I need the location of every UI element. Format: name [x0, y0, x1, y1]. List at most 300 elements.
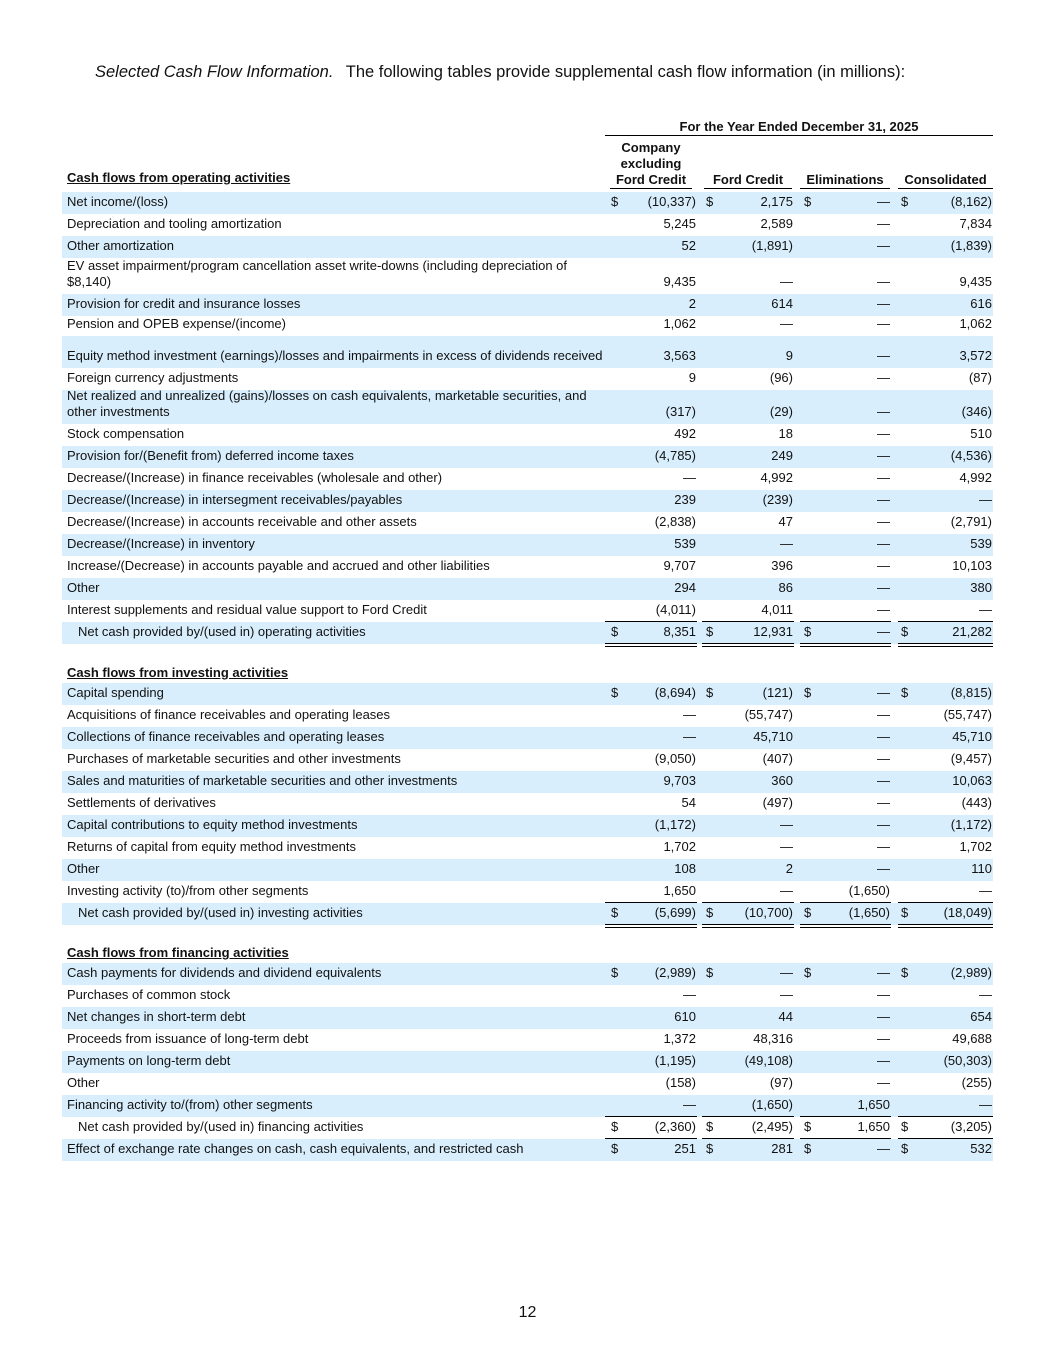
row-label: Net cash provided by/(used in) financing activities — [78, 1119, 364, 1134]
value-cell — [706, 795, 793, 811]
cell-value: — — [979, 987, 992, 1002]
value-cell — [901, 580, 992, 596]
cell-value: (2,495) — [751, 1119, 793, 1134]
cell-value: 1,372 — [663, 1031, 696, 1046]
currency-symbol: $ — [901, 905, 909, 920]
cell-value: — — [877, 1009, 890, 1024]
value-cell — [611, 238, 696, 254]
cell-value: 539 — [674, 536, 696, 551]
cell-value: — — [877, 558, 890, 573]
cell-value: 9,435 — [959, 274, 992, 289]
cell-value: (97) — [769, 1075, 793, 1090]
value-cell — [901, 1075, 992, 1091]
value-cell — [611, 348, 696, 364]
cell-value: 3,572 — [959, 348, 992, 363]
row-label: Other amortization — [67, 238, 174, 253]
cell-value: 86 — [778, 580, 793, 595]
table-row — [62, 793, 993, 815]
cell-value: (55,747) — [943, 707, 992, 722]
table-row — [62, 424, 993, 446]
cell-value: (1,195) — [654, 1053, 696, 1068]
value-cell — [706, 1053, 793, 1069]
cell-value: 48,316 — [753, 1031, 793, 1046]
currency-symbol: $ — [611, 1119, 619, 1134]
cell-value: — — [780, 883, 793, 898]
cell-value: 654 — [970, 1009, 992, 1024]
row-label: Decrease/(Increase) in finance receivables (wholesale and other) — [67, 470, 443, 485]
cell-value: 9,435 — [663, 274, 696, 289]
row-label: Capital contributions to equity method investments — [67, 817, 358, 832]
value-cell — [611, 426, 696, 442]
value-cell — [706, 987, 793, 1003]
cell-value: (1,172) — [654, 817, 696, 832]
row-label: Effect of exchange rate changes on cash, cash equivalents, and restricted cash — [67, 1141, 524, 1156]
cell-value: — — [780, 987, 793, 1002]
cell-value: — — [877, 426, 890, 441]
cell-value: 1,702 — [959, 839, 992, 854]
value-cell — [901, 558, 992, 574]
value-cell — [901, 1053, 992, 1069]
total-row — [62, 1117, 993, 1139]
value-cell — [804, 370, 890, 386]
value-cell — [611, 492, 696, 508]
cell-value: 1,650 — [857, 1097, 890, 1112]
cell-value: (1,172) — [950, 817, 992, 832]
value-cell — [901, 707, 992, 723]
cell-value: — — [877, 404, 890, 419]
row-label: Stock compensation — [67, 426, 185, 441]
table-row — [62, 600, 993, 622]
cell-value: 1,702 — [663, 839, 696, 854]
value-cell — [706, 965, 793, 981]
value-cell — [901, 370, 992, 386]
value-cell — [611, 558, 696, 574]
cell-value: 380 — [970, 580, 992, 595]
cell-value: — — [780, 839, 793, 854]
value-cell — [901, 773, 992, 789]
table-row — [62, 578, 993, 600]
cell-value: (3,205) — [950, 1119, 992, 1134]
value-cell — [901, 1009, 992, 1025]
value-cell — [706, 729, 793, 745]
column-header-eliminations: Eliminations — [800, 141, 890, 189]
value-cell — [611, 370, 696, 386]
cell-value: 7,834 — [959, 216, 992, 231]
row-label: Net income/(loss) — [67, 194, 169, 209]
value-cell — [901, 536, 992, 552]
table-row — [62, 368, 993, 390]
cell-value: — — [877, 216, 890, 231]
cell-value: — — [979, 1097, 992, 1112]
value-cell — [611, 883, 696, 899]
cell-value: (2,989) — [654, 965, 696, 980]
table-row — [62, 336, 993, 368]
value-cell — [901, 1119, 992, 1135]
cell-value: (158) — [665, 1075, 696, 1090]
value-cell — [611, 905, 696, 921]
currency-symbol: $ — [611, 624, 619, 639]
value-cell — [611, 1031, 696, 1047]
value-cell — [706, 1031, 793, 1047]
cell-value: — — [877, 296, 890, 311]
row-label: EV asset impairment/program cancellation asset write-downs (including depreciation of $8,140) — [67, 258, 568, 289]
cell-value: 44 — [778, 1009, 793, 1024]
intro-paragraph — [95, 63, 905, 82]
value-cell — [804, 404, 890, 420]
cell-value: 5,245 — [663, 216, 696, 231]
currency-symbol: $ — [901, 685, 909, 700]
value-cell — [901, 965, 992, 981]
cell-value: 3,563 — [663, 348, 696, 363]
table-row — [62, 490, 993, 512]
cell-value: — — [877, 729, 890, 744]
value-cell — [804, 905, 890, 921]
value-cell — [611, 1009, 696, 1025]
cell-value: — — [877, 470, 890, 485]
cell-value: (8,815) — [950, 685, 992, 700]
cell-value: 539 — [970, 536, 992, 551]
table-row — [62, 468, 993, 490]
currency-symbol: $ — [901, 1119, 909, 1134]
cell-value: — — [877, 795, 890, 810]
value-cell — [706, 558, 793, 574]
cell-value: 4,992 — [760, 470, 793, 485]
cell-value: (4,011) — [655, 602, 696, 617]
row-label: Acquisitions of finance receivables and operating leases — [67, 707, 391, 722]
value-cell — [611, 1119, 696, 1135]
table-row — [62, 294, 993, 316]
value-cell — [901, 274, 992, 290]
value-cell — [706, 426, 793, 442]
value-cell — [706, 492, 793, 508]
value-cell — [804, 1031, 890, 1047]
value-cell — [901, 729, 992, 745]
row-label: Other — [67, 580, 100, 595]
table-row — [62, 683, 993, 705]
cell-value: 2 — [688, 296, 696, 311]
cell-value: — — [877, 536, 890, 551]
cell-value: (443) — [961, 795, 992, 810]
cell-value: (10,700) — [744, 905, 793, 920]
cell-value: — — [877, 514, 890, 529]
cell-value: (49,108) — [744, 1053, 793, 1068]
table-row — [62, 512, 993, 534]
cell-value: — — [877, 370, 890, 385]
cell-value: (5,699) — [654, 905, 696, 920]
row-label: Investing activity (to)/from other segments — [67, 883, 309, 898]
row-label: Increase/(Decrease) in accounts payable and accrued and other liabilities — [67, 558, 490, 573]
value-cell — [706, 817, 793, 833]
cell-value: 1,650 — [857, 1119, 890, 1134]
row-label: Cash payments for dividends and dividend equivalents — [67, 965, 382, 980]
cell-value: (8,162) — [950, 194, 992, 209]
value-cell — [611, 580, 696, 596]
cell-value: 360 — [771, 773, 793, 788]
cell-value: — — [877, 965, 890, 980]
currency-symbol: $ — [804, 1119, 812, 1134]
cell-value: — — [877, 580, 890, 595]
row-label: Purchases of marketable securities and other investments — [67, 751, 401, 766]
cell-value: 49,688 — [952, 1031, 992, 1046]
cell-value: 9,707 — [663, 558, 696, 573]
table-row — [62, 236, 993, 258]
row-label: Sales and maturities of marketable securities and other investments — [67, 773, 458, 788]
table-row — [62, 815, 993, 837]
cell-value: — — [979, 602, 992, 617]
value-cell — [901, 1141, 992, 1157]
cell-value: (55,747) — [744, 707, 793, 722]
value-cell — [611, 274, 696, 290]
value-cell — [804, 839, 890, 855]
cell-value: 54 — [681, 795, 696, 810]
total-row — [62, 903, 993, 925]
table-row — [62, 1095, 993, 1117]
cell-value: — — [877, 817, 890, 832]
value-cell — [706, 1141, 793, 1157]
cell-value: 45,710 — [753, 729, 793, 744]
currency-symbol: $ — [901, 965, 909, 980]
table-row — [62, 749, 993, 771]
cell-value: — — [877, 1075, 890, 1090]
cell-value: — — [979, 492, 992, 507]
value-cell — [804, 1053, 890, 1069]
table-row — [62, 1051, 993, 1073]
column-header-ford-credit: Ford Credit — [704, 141, 792, 189]
value-cell — [706, 274, 793, 290]
value-cell — [706, 602, 793, 618]
cell-value: (346) — [961, 404, 992, 419]
cell-value: (9,050) — [654, 751, 696, 766]
table-row — [62, 214, 993, 236]
row-label: Provision for/(Benefit from) deferred income taxes — [67, 448, 354, 463]
value-cell — [804, 1009, 890, 1025]
value-cell — [901, 514, 992, 530]
cell-value: — — [877, 1053, 890, 1068]
value-cell — [901, 861, 992, 877]
value-cell — [611, 514, 696, 530]
row-label: Decrease/(Increase) in inventory — [67, 536, 255, 551]
cell-value: 281 — [771, 1141, 793, 1156]
cell-value: — — [683, 1097, 696, 1112]
value-cell — [901, 987, 992, 1003]
currency-symbol: $ — [706, 685, 714, 700]
value-cell — [804, 773, 890, 789]
intro-text: The following tables provide supplemental cash flow information (in millions): — [345, 63, 906, 81]
cell-value: (2,791) — [950, 514, 992, 529]
value-cell — [901, 1097, 992, 1113]
total-double-rule — [702, 924, 794, 928]
cell-value: (8,694) — [654, 685, 696, 700]
cell-value: (50,303) — [943, 1053, 992, 1068]
row-label: Decrease/(Increase) in intersegment receivables/payables — [67, 492, 403, 507]
value-cell — [706, 404, 793, 420]
currency-symbol: $ — [804, 624, 812, 639]
value-cell — [804, 624, 890, 640]
cell-value: 2 — [785, 861, 793, 876]
cell-value: 4,011 — [761, 602, 793, 617]
value-cell — [901, 316, 992, 332]
currency-symbol: $ — [706, 1119, 714, 1134]
table-row — [62, 556, 993, 578]
value-cell — [706, 370, 793, 386]
section-title: Cash flows from financing activities — [67, 945, 289, 960]
value-cell — [611, 216, 696, 232]
value-cell — [804, 536, 890, 552]
cell-value: 614 — [771, 296, 793, 311]
value-cell — [706, 296, 793, 312]
row-label: Other — [67, 861, 100, 876]
value-cell — [901, 685, 992, 701]
total-double-rule — [898, 924, 993, 928]
currency-symbol: $ — [804, 965, 812, 980]
currency-symbol: $ — [706, 624, 714, 639]
value-cell — [706, 624, 793, 640]
cell-value: 110 — [971, 861, 992, 876]
cell-value: 239 — [674, 492, 696, 507]
row-label: Decrease/(Increase) in accounts receivable and other assets — [67, 514, 417, 529]
value-cell — [706, 1009, 793, 1025]
value-cell — [901, 216, 992, 232]
value-cell — [901, 883, 992, 899]
table-row — [62, 837, 993, 859]
value-cell — [901, 448, 992, 464]
cell-value: — — [877, 316, 890, 331]
table-row — [62, 859, 993, 881]
value-cell — [611, 536, 696, 552]
cell-value: — — [877, 839, 890, 854]
value-cell — [804, 795, 890, 811]
cell-value: — — [780, 274, 793, 289]
cell-value: 1,062 — [663, 316, 696, 331]
cell-value: (2,360) — [654, 1119, 696, 1134]
value-cell — [706, 514, 793, 530]
value-cell — [611, 839, 696, 855]
cell-value: (18,049) — [943, 905, 992, 920]
cell-value: (121) — [762, 685, 793, 700]
row-label: Net changes in short-term debt — [67, 1009, 246, 1024]
value-cell — [804, 883, 890, 899]
row-label: Interest supplements and residual value support to Ford Credit — [67, 602, 427, 617]
currency-symbol: $ — [611, 905, 619, 920]
cell-value: (29) — [769, 404, 793, 419]
value-cell — [706, 536, 793, 552]
cell-value: — — [877, 773, 890, 788]
value-cell — [611, 448, 696, 464]
value-cell — [611, 987, 696, 1003]
value-cell — [706, 751, 793, 767]
cell-value: (317) — [665, 404, 696, 419]
value-cell — [706, 1075, 793, 1091]
value-cell — [901, 751, 992, 767]
value-cell — [706, 580, 793, 596]
value-cell — [804, 965, 890, 981]
value-cell — [611, 404, 696, 420]
value-cell — [706, 194, 793, 210]
value-cell — [611, 861, 696, 877]
cell-value: 492 — [674, 426, 696, 441]
currency-symbol: $ — [901, 194, 909, 209]
currency-symbol: $ — [611, 1141, 619, 1156]
cell-value: — — [780, 965, 793, 980]
cell-value: 10,063 — [952, 773, 992, 788]
table-row — [62, 985, 993, 1007]
cell-value: — — [877, 492, 890, 507]
currency-symbol: $ — [804, 685, 812, 700]
currency-symbol: $ — [706, 1141, 714, 1156]
value-cell — [804, 348, 890, 364]
cell-value: 2,175 — [760, 194, 793, 209]
value-cell — [804, 514, 890, 530]
currency-symbol: $ — [706, 194, 714, 209]
value-cell — [706, 348, 793, 364]
value-cell — [611, 729, 696, 745]
value-cell — [611, 1053, 696, 1069]
cell-value: — — [877, 707, 890, 722]
cell-value: (497) — [762, 795, 793, 810]
cell-value: — — [877, 987, 890, 1002]
cell-value: — — [683, 729, 696, 744]
cell-value: (1,650) — [848, 883, 890, 898]
cell-value: 9 — [688, 370, 696, 385]
value-cell — [611, 965, 696, 981]
value-cell — [901, 470, 992, 486]
table-row — [62, 390, 993, 424]
cell-value: (1,650) — [848, 905, 890, 920]
value-cell — [611, 624, 696, 640]
value-cell — [804, 426, 890, 442]
value-cell — [901, 624, 992, 640]
cell-value: — — [683, 987, 696, 1002]
cell-value: — — [877, 1031, 890, 1046]
row-label: Returns of capital from equity method investments — [67, 839, 357, 854]
cell-value: 396 — [771, 558, 793, 573]
value-cell — [804, 729, 890, 745]
cell-value: (4,785) — [654, 448, 696, 463]
total-double-rule — [898, 643, 993, 647]
value-cell — [901, 817, 992, 833]
value-cell — [901, 194, 992, 210]
cell-value: — — [780, 817, 793, 832]
row-label: Capital spending — [67, 685, 164, 700]
value-cell — [706, 238, 793, 254]
cell-value: 9 — [785, 348, 793, 363]
cell-value: 532 — [970, 1141, 992, 1156]
cell-value: (1,650) — [751, 1097, 793, 1112]
cell-value: (87) — [968, 370, 992, 385]
value-cell — [706, 470, 793, 486]
value-cell — [706, 1097, 793, 1113]
value-cell — [804, 216, 890, 232]
cell-value: — — [780, 536, 793, 551]
cell-value: — — [877, 1141, 890, 1156]
table-row — [62, 1073, 993, 1095]
cell-value: (2,838) — [654, 514, 696, 529]
row-label: Proceeds from issuance of long-term debt — [67, 1031, 309, 1046]
value-cell — [706, 685, 793, 701]
value-cell — [706, 883, 793, 899]
cell-value: 47 — [778, 514, 793, 529]
value-cell — [804, 1097, 890, 1113]
currency-symbol: $ — [611, 194, 619, 209]
cell-value: (4,536) — [950, 448, 992, 463]
cell-value: — — [683, 707, 696, 722]
currency-symbol: $ — [706, 965, 714, 980]
cell-value: — — [877, 861, 890, 876]
value-cell — [706, 448, 793, 464]
row-label: Net realized and unrealized (gains)/losses on cash equivalents, marketable securities, and other investments — [67, 388, 587, 419]
currency-symbol: $ — [901, 1141, 909, 1156]
value-cell — [804, 1141, 890, 1157]
